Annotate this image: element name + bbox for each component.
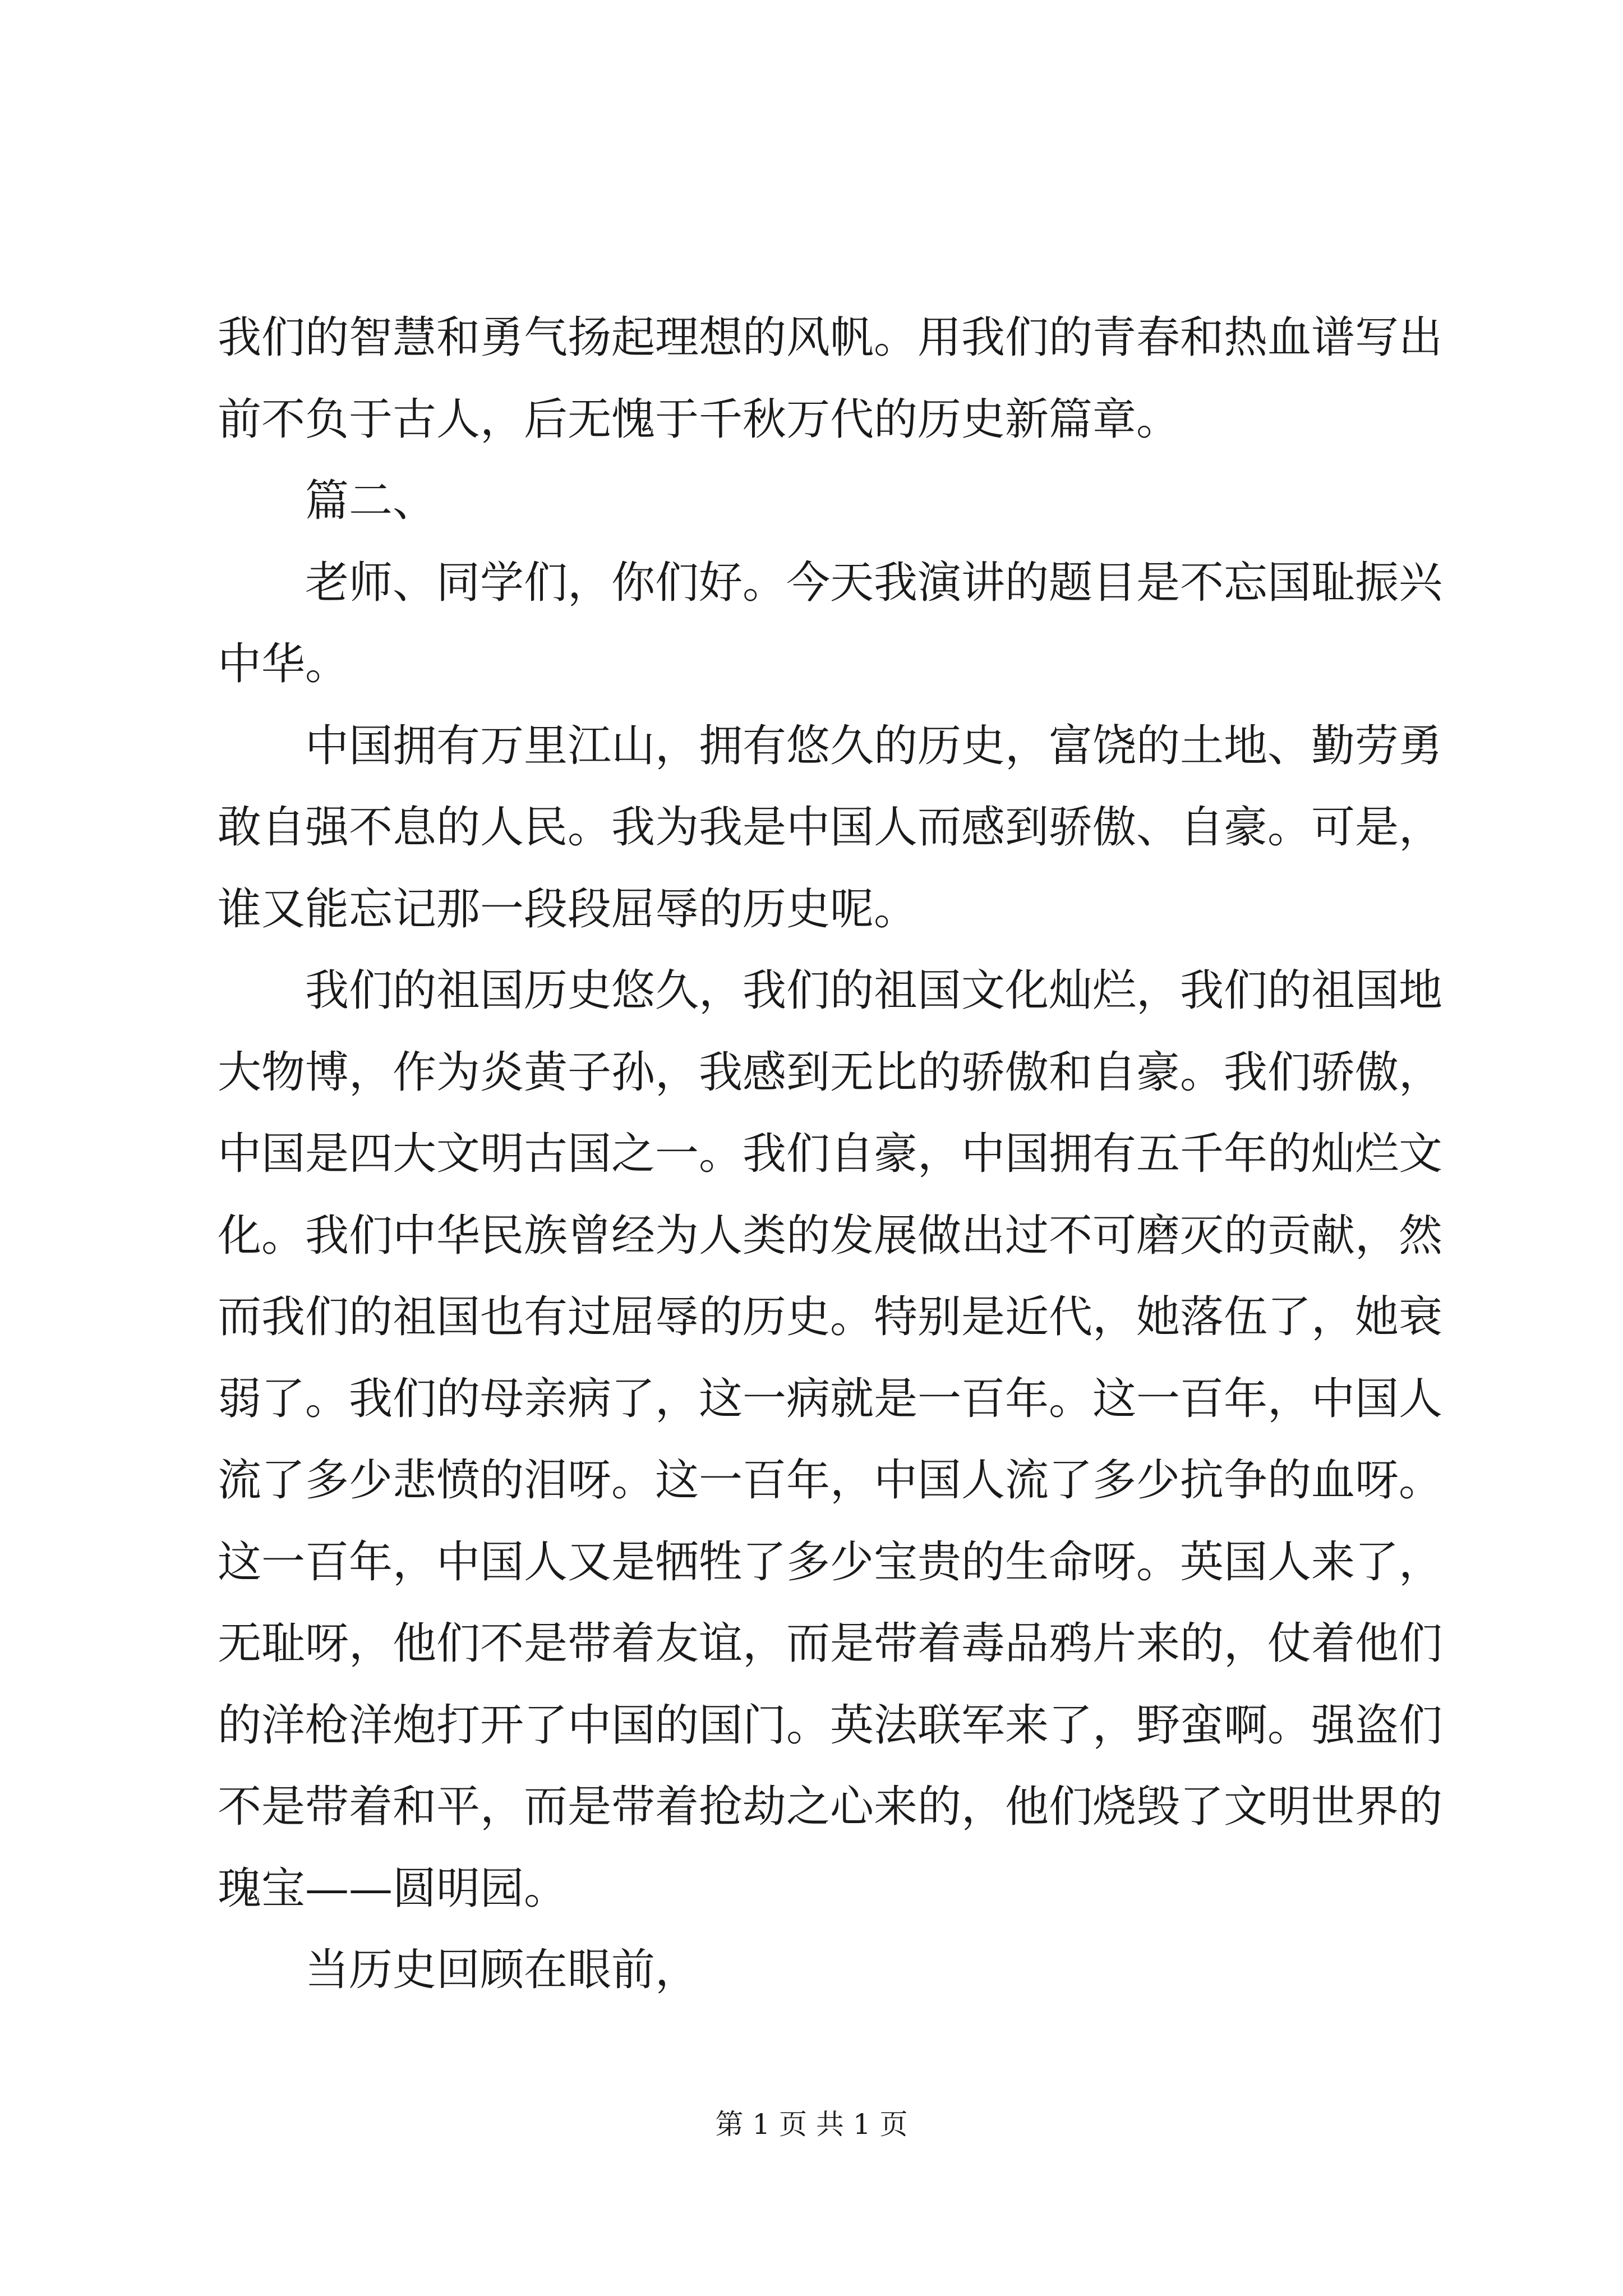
text-line: 我们的智慧和勇气扬起理想的风帆。用我们的青春和热血谱写出 — [218, 312, 1443, 363]
text-line: 中国拥有万里江山，拥有悠久的历史，富饶的土地、勤劳勇 — [305, 720, 1443, 771]
text-line: 当历史回顾在眼前， — [305, 1945, 699, 1995]
text-line: 前不负于古人，后无愧于千秋万代的历史新篇章。 — [218, 394, 1181, 445]
text-line: 化。我们中华民族曾经为人类的发展做出过不可磨灭的贡献，然 — [218, 1210, 1443, 1261]
text-line: 中国是四大文明古国之一。我们自豪，中国拥有五千年的灿烂文 — [218, 1129, 1443, 1179]
document-body — [218, 297, 1443, 2012]
text-line: 流了多少悲愤的泪呀。这一百年，中国人流了多少抗争的血呀。 — [218, 1455, 1443, 1506]
text-line: 瑰宝——圆明园。 — [218, 1863, 568, 1914]
text-line: 弱了。我们的母亲病了，这一病就是一百年。这一百年，中国人 — [218, 1373, 1443, 1424]
text-line: 谁又能忘记那一段段屈辱的历史呢。 — [218, 884, 918, 935]
text-line: 我们的祖国历史悠久，我们的祖国文化灿烂，我们的祖国地 — [305, 965, 1443, 1016]
text-line: 敢自强不息的人民。我为我是中国人而感到骄傲、自豪。可是， — [218, 802, 1443, 853]
text-line: 的洋枪洋炮打开了中国的国门。英法联军来了，野蛮啊。强盗们 — [218, 1700, 1443, 1751]
text-line: 篇二、 — [305, 476, 437, 526]
text-line: 中华。 — [218, 639, 349, 689]
text-line: 而我们的祖国也有过屈辱的历史。特别是近代，她落伍了，她衰 — [218, 1292, 1443, 1342]
page-footer: 第 1 页 共 1 页 — [715, 2108, 908, 2141]
text-line: 不是带着和平，而是带着抢劫之心来的，他们烧毁了文明世界的 — [218, 1782, 1443, 1832]
text-line: 无耻呀，他们不是带着友谊，而是带着毒品鸦片来的，仗着他们 — [218, 1618, 1443, 1669]
text-line: 大物博，作为炎黄子孙，我感到无比的骄傲和自豪。我们骄傲， — [218, 1047, 1443, 1098]
text-line: 这一百年，中国人又是牺牲了多少宝贵的生命呀。英国人来了， — [218, 1536, 1443, 1588]
text-line: 老师、同学们，你们好。今天我演讲的题目是不忘国耻振兴 — [305, 557, 1443, 608]
